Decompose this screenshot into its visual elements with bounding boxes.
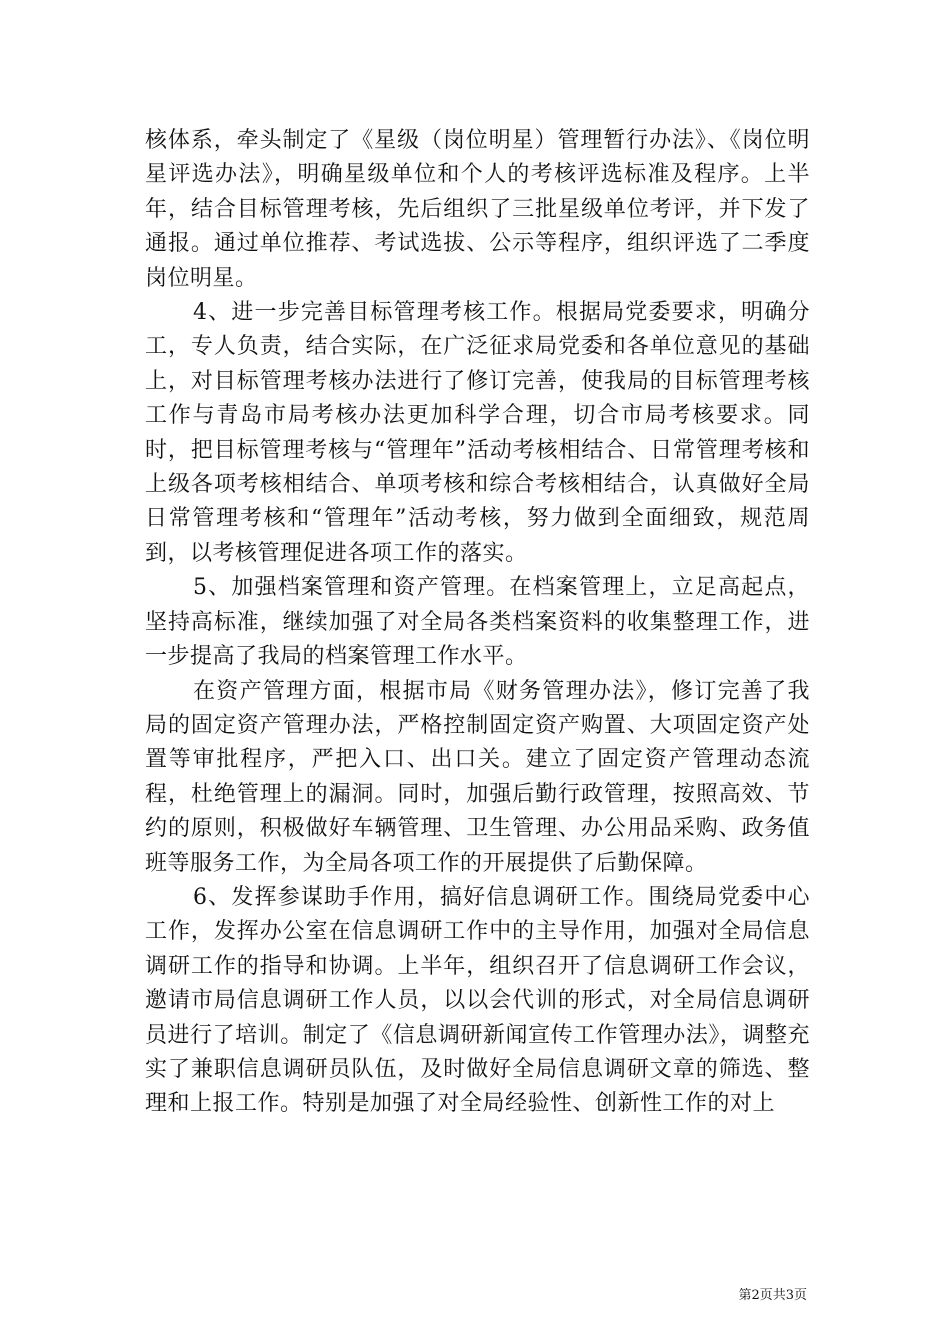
paragraph-star-assessment: 核体系，牵头制定了《星级（岗位明星）管理暂行办法》、《岗位明星评选办法》，明确星级单位和个人的考核评选标准及程序。上半年，结合目标管理考核，先后组织了三批星级单位考评，并下发了通报。通过单位推荐、考试选拔、公示等程序，组织评选了二季度岗位明星。 xyxy=(145,128,810,291)
paragraph-information-research: 6、发挥参谋助手作用，搞好信息调研工作。围绕局党委中心工作，发挥办公室在信息调研工作中的主导作用，加强对全局信息调研工作的指导和协调。上半年，组织召开了信息调研工作会议，邀请市局信息调研工作人员，以以会代训的形式，对全局信息调研员进行了培训。制定了《信息调研新闻宣传工作管理办法》，调整充实了兼职信息调研员队伍，及时做好全局信息调研文章的筛选、整理和上报工作。特别是加强了对全局经验性、创新性工作的对上 xyxy=(145,884,810,1117)
paragraph-archive-management: 5、加强档案管理和资产管理。在档案管理上，立足高起点，坚持高标准，继续加强了对全局各类档案资料的收集整理工作，进一步提高了我局的档案管理工作水平。 xyxy=(145,575,810,670)
page-number-footer: 第2页共3页 xyxy=(738,1288,807,1303)
paragraph-target-management: 4、进一步完善目标管理考核工作。根据局党委要求，明确分工，专人负责，结合实际，在广泛征求局党委和各单位意见的基础上，对目标管理考核办法进行了修订完善，使我局的目标管理考核工作与青岛市局考核办法更加科学合理，切合市局考核要求。同时，把目标管理考核与“管理年”活动考核相结合、日常管理考核和上级各项考核相结合、单项考核和综合考核相结合，认真做好全局日常管理考核和“管理年”活动考核，努力做到全面细致，规范周到，以考核管理促进各项工作的落实。 xyxy=(145,300,810,566)
document-body xyxy=(145,124,810,1122)
paragraph-asset-management: 在资产管理方面，根据市局《财务管理办法》，修订完善了我局的固定资产管理办法，严格控制固定资产购置、大项固定资产处置等审批程序，严把入口、出口关。建立了固定资产管理动态流程，杜绝管理上的漏洞。同时，加强后勤行政管理，按照高效、节约的原则，积极做好车辆管理、卫生管理、办公用品采购、政务值班等服务工作，为全局各项工作的开展提供了后勤保障。 xyxy=(145,678,810,876)
